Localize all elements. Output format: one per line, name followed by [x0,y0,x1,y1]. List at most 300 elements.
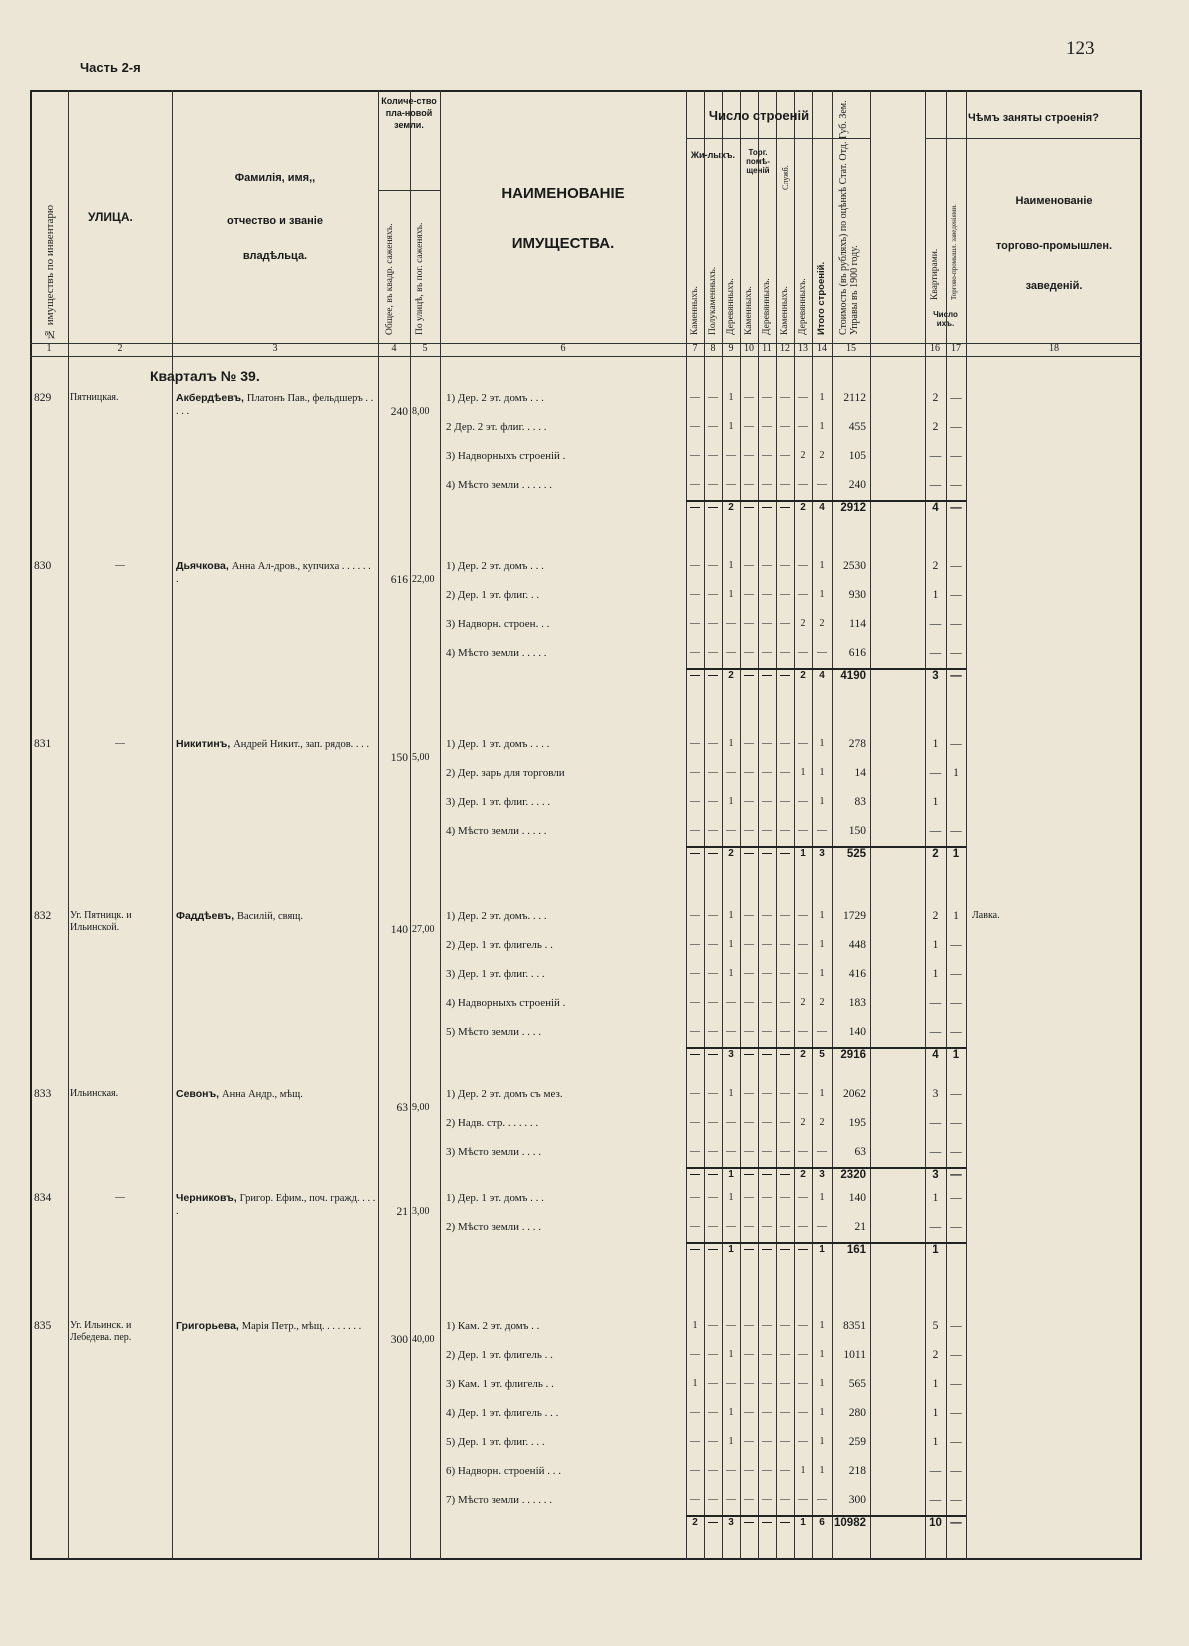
building-count: 1 [692,1320,698,1331]
building-count: — [762,825,772,836]
building-count: — [762,1026,772,1037]
cost: 240 [848,479,866,491]
apartments: — [929,647,942,659]
total-count: — [744,502,754,513]
building-count: — [708,1088,718,1099]
header-c18-a: Наименованіе [1015,195,1093,207]
header-sluzh: Служб. [781,165,790,190]
header-land: Количе-ство пла-новой земли. [381,96,437,130]
building-count: — [708,1407,718,1418]
building-count: — [726,1378,736,1389]
building-count: — [744,1192,754,1203]
building-count: — [798,560,808,571]
header-c15: Стоимость (въ рубляхъ) по оцѣнкѣ Стат. Отд. Губ. Зем. Управы въ 1900 году. [838,100,860,335]
total-count: 1 [800,1517,806,1528]
industrial: — [950,1436,962,1448]
apartments: — [929,1221,942,1233]
apartments: 3 [932,1088,939,1100]
total-count: — [744,1244,754,1255]
building-count: — [744,1378,754,1389]
total-count: 4 [819,502,825,513]
land-area: 616 [390,574,408,586]
property-item: 3) Дер. 1 эт. флиг. . . . [446,968,545,980]
shop-name: Лавка. [972,910,1000,921]
apartments: 1 [932,738,939,750]
apartments: 1 [932,968,939,980]
header-c11: Деревянныхъ. [762,278,772,335]
industrial: — [950,479,962,491]
property-item: 1) Кам. 2 эт. домъ . . [446,1320,540,1332]
building-count: — [744,560,754,571]
total-cost: 10982 [834,1517,866,1529]
building-count: — [744,767,754,778]
building-count: — [726,825,736,836]
building-count: 1 [728,968,734,979]
building-count: — [726,1494,736,1505]
industrial: — [950,1320,962,1332]
building-count: — [744,1494,754,1505]
cost: 280 [848,1407,866,1419]
property-item: 4) Мѣсто земли . . . . . . [446,479,553,491]
building-count: — [708,910,718,921]
cost: 565 [848,1378,866,1390]
total-count: 2 [800,1049,806,1060]
building-count: — [726,450,736,461]
total-cost: 4190 [840,670,866,682]
header-c18-b: торгово-промышлен. [995,240,1113,252]
header-c18-c: заведеній. [1025,280,1083,292]
building-count: 2 [819,997,825,1008]
building-count: — [780,1494,790,1505]
apartments: 1 [932,796,939,808]
property-item: 1) Дер. 2 эт. домъ съ мез. [446,1088,563,1100]
building-count: — [762,796,772,807]
total-count: — [762,1244,772,1255]
building-count: — [744,1407,754,1418]
block-title: Кварталъ № 39. [150,368,260,384]
cost: 218 [848,1465,866,1477]
entry-number: 830 [34,560,52,572]
total-count: 2 [728,670,734,681]
apartments: — [929,1146,942,1158]
header-owner-c: владѣльца. [242,250,308,262]
property-item: 1) Дер. 1 эт. домъ . . . . [446,738,550,750]
building-count: — [780,421,790,432]
building-count: — [726,1221,736,1232]
building-count: 1 [819,560,825,571]
building-count: 1 [819,1378,825,1389]
total-count: — [708,1244,718,1255]
total-industrial: — [950,1169,962,1181]
building-count: — [780,647,790,658]
apartments: 2 [932,421,939,433]
building-count: — [762,910,772,921]
land-area: 63 [396,1102,408,1114]
column-number: 17 [951,343,961,354]
property-item: 2) Дер. зарь для торговли [446,767,565,779]
column-number: 8 [710,343,716,354]
owner-name: Григорьева, Марія Петр., мѣщ. . . . . . . . [176,1320,362,1332]
building-count: — [817,825,827,836]
building-count: — [798,1192,808,1203]
building-count: 1 [819,1320,825,1331]
property-item: 4) Дер. 1 эт. флигель . . . [446,1407,559,1419]
total-count: 1 [728,1169,734,1180]
building-count: — [817,647,827,658]
building-count: — [708,1026,718,1037]
building-count: — [726,1465,736,1476]
building-count: — [762,1407,772,1418]
header-street: УЛИЦА. [88,210,133,224]
building-count: — [780,796,790,807]
industrial: — [950,560,962,572]
building-count: — [744,1465,754,1476]
building-count: — [762,647,772,658]
total-count: — [762,670,772,681]
building-count: — [708,997,718,1008]
building-count: 1 [819,796,825,807]
building-count: — [744,450,754,461]
cost: 455 [848,421,866,433]
building-count: — [780,767,790,778]
cost: 300 [848,1494,866,1506]
header-owner-a: Фамилія, имя,, [234,172,316,184]
building-count: — [798,647,808,658]
header-buildings: Число строеній [708,108,810,123]
building-count: — [708,1436,718,1447]
building-count: — [780,589,790,600]
building-count: — [708,1494,718,1505]
building-count: 1 [728,939,734,950]
building-count: — [690,796,700,807]
building-count: — [690,825,700,836]
column-number: 10 [744,343,754,354]
industrial: — [950,825,962,837]
land-area: 240 [390,406,408,418]
industrial: 1 [953,910,959,922]
column-number: 5 [422,343,428,354]
building-count: — [690,560,700,571]
street-front: 8,00 [412,406,430,417]
cost: 2530 [843,560,866,572]
building-count: — [762,997,772,1008]
total-count: 4 [819,670,825,681]
building-count: — [708,392,718,403]
total-count: 2 [800,502,806,513]
building-count: — [744,392,754,403]
property-item: 2) Дер. 1 эт. флиг. . . [446,589,540,601]
total-count: 2 [800,670,806,681]
industrial: — [950,1192,962,1204]
page-number: 123 [1066,38,1095,59]
cost: 14 [854,767,866,779]
building-count: — [708,1117,718,1128]
building-count: — [780,1349,790,1360]
cost: 183 [848,997,866,1009]
column-number: 9 [728,343,734,354]
apartments: 2 [932,910,939,922]
building-count: — [744,1146,754,1157]
industrial: — [950,968,962,980]
industrial: — [950,997,962,1009]
industrial: — [950,1146,962,1158]
cost: 448 [848,939,866,951]
building-count: — [708,1378,718,1389]
building-count: — [798,825,808,836]
building-count: — [690,1146,700,1157]
building-count: — [690,939,700,950]
property-item: 4) Надворныхъ строеній . [446,997,566,1009]
apartments: 1 [932,1436,939,1448]
building-count: 2 [800,1117,806,1128]
building-count: — [762,1465,772,1476]
building-count: — [690,1407,700,1418]
header-area: Общее, въ квадр. саженяхъ. [385,223,395,335]
street-name: Уг. Пятницк. и Ильинской. [70,910,132,933]
building-count: — [762,392,772,403]
apartments: — [929,1494,942,1506]
entry-number: 835 [34,1320,52,1332]
cost: 2062 [843,1088,866,1100]
total-count: — [708,1517,718,1528]
header-c8: Полукаменныхъ. [708,266,718,335]
building-count: 2 [800,997,806,1008]
industrial: — [950,1465,962,1477]
building-count: — [762,589,772,600]
column-number: 11 [762,343,772,354]
building-count: — [726,1146,736,1157]
street-front: 27,00 [412,924,435,935]
building-count: — [762,560,772,571]
building-count: — [690,968,700,979]
industrial: — [950,421,962,433]
building-count: — [798,479,808,490]
building-count: — [708,479,718,490]
apartments: — [929,1117,942,1129]
header-occupied: Чѣмъ заняты строенія? [968,112,1099,124]
building-count: — [726,1320,736,1331]
cost: 105 [848,450,866,462]
building-count: — [762,1436,772,1447]
building-count: 1 [800,767,806,778]
total-count: — [798,1244,808,1255]
building-count: — [708,968,718,979]
building-count: — [780,738,790,749]
total-industrial: — [950,502,962,514]
building-count: 1 [800,1465,806,1476]
apartments: — [929,479,942,491]
building-count: 1 [819,910,825,921]
building-count: — [744,1026,754,1037]
total-apartments: 4 [932,1049,939,1061]
building-count: — [798,1378,808,1389]
total-industrial: — [950,1517,962,1529]
building-count: — [708,1146,718,1157]
building-count: — [690,421,700,432]
total-count: — [708,1049,718,1060]
street-name: Ильинская. [70,1088,119,1099]
building-count: — [780,825,790,836]
header-c9: Деревянныхъ. [726,278,736,335]
building-count: — [708,450,718,461]
building-count: — [744,589,754,600]
total-count: — [690,1169,700,1180]
header-c10: Каменныхъ. [744,286,754,335]
building-count: 1 [819,1088,825,1099]
table-frame [30,90,1142,1560]
owner-name: Дьячкова, Анна Ал-дров., купчиха . . . . . . . [176,560,371,585]
building-count: — [690,589,700,600]
building-count: — [708,560,718,571]
industrial: — [950,1494,962,1506]
column-number: 16 [930,343,940,354]
building-count: — [798,392,808,403]
building-count: — [744,647,754,658]
building-count: — [690,450,700,461]
header-c17: Торгово-промышл. заведеніями. [950,204,958,300]
building-count: — [744,421,754,432]
street-name: Пятницкая. [70,392,119,403]
total-count: 3 [819,1169,825,1180]
building-count: — [762,1146,772,1157]
total-apartments: 10 [929,1517,942,1529]
total-count: — [708,1169,718,1180]
building-count: — [762,479,772,490]
industrial: — [950,939,962,951]
building-count: 1 [819,738,825,749]
building-count: 1 [728,392,734,403]
building-count: — [726,997,736,1008]
building-count: — [708,1349,718,1360]
apartments: — [929,618,942,630]
building-count: — [744,997,754,1008]
total-count: — [780,670,790,681]
total-count: — [744,670,754,681]
building-count: — [780,910,790,921]
total-cost: 2916 [840,1049,866,1061]
building-count: — [817,1494,827,1505]
building-count: — [762,1088,772,1099]
apartments: — [929,1465,942,1477]
building-count: — [726,767,736,778]
industrial: — [950,618,962,630]
building-count: 1 [728,1436,734,1447]
building-count: — [708,796,718,807]
total-count: — [762,1049,772,1060]
building-count: — [762,1192,772,1203]
industrial: — [950,450,962,462]
building-count: — [744,618,754,629]
header-c7: Каменныхъ. [690,286,700,335]
total-apartments: 3 [932,670,939,682]
building-count: — [762,1221,772,1232]
street-front: 9,00 [412,1102,430,1113]
building-count: — [708,767,718,778]
total-count: 3 [728,1049,734,1060]
building-count: — [762,618,772,629]
building-count: — [690,1088,700,1099]
property-item: 3) Мѣсто земли . . . . [446,1146,542,1158]
street-front: 3,00 [412,1206,430,1217]
total-count: — [744,1517,754,1528]
building-count: — [708,1320,718,1331]
property-item: 4) Мѣсто земли . . . . . [446,825,547,837]
building-count: 1 [728,1192,734,1203]
owner-name: Севонъ, Анна Андр., мѣщ. [176,1088,303,1100]
total-count: — [780,1169,790,1180]
building-count: — [744,1117,754,1128]
column-number: 14 [817,343,827,354]
building-count: 1 [728,589,734,600]
column-number: 18 [1049,343,1059,354]
building-count: — [817,1146,827,1157]
building-count: 1 [819,1436,825,1447]
total-count: — [690,1049,700,1060]
industrial: 1 [953,767,959,779]
property-item: 3) Кам. 1 эт. флигель . . [446,1378,554,1390]
building-count: — [780,968,790,979]
total-count: — [690,1244,700,1255]
header-property-b: ИМУЩЕСТВА. [511,235,615,252]
column-number: 2 [117,343,123,354]
header-owner-b: отчество и званіе [227,215,323,227]
total-count: — [690,848,700,859]
column-number: 12 [780,343,790,354]
building-count: 2 [800,450,806,461]
building-count: — [690,1117,700,1128]
building-count: — [780,450,790,461]
building-count: — [780,1378,790,1389]
building-count: 1 [819,968,825,979]
total-count: — [762,848,772,859]
building-count: — [708,738,718,749]
cost: 83 [854,796,866,808]
land-area: 150 [390,752,408,764]
building-count: — [690,392,700,403]
property-item: 1) Дер. 1 эт. домъ . . . [446,1192,544,1204]
column-number: 7 [692,343,698,354]
building-count: 1 [819,939,825,950]
building-count: — [798,1436,808,1447]
building-count: 1 [692,1378,698,1389]
header-property-a: НАИМЕНОВАНІЕ [501,185,625,202]
building-count: — [690,910,700,921]
building-count: — [762,1349,772,1360]
building-count: — [762,738,772,749]
building-count: — [798,421,808,432]
building-count: — [744,1436,754,1447]
total-count: — [744,1049,754,1060]
total-count: — [780,848,790,859]
property-item: 7) Мѣсто земли . . . . . . [446,1494,553,1506]
building-count: — [780,1088,790,1099]
total-count: 3 [819,848,825,859]
total-count: — [780,502,790,513]
total-cost: 525 [846,848,866,860]
land-area: 21 [396,1206,408,1218]
land-area: 300 [390,1334,408,1346]
apartments: 1 [932,939,939,951]
street-front: 40,00 [412,1334,435,1345]
street-name: Уг. Ильинск. и Лебедева. пер. [70,1320,132,1343]
apartments: 1 [932,1378,939,1390]
building-count: — [780,1436,790,1447]
total-count: — [762,502,772,513]
total-count: 1 [819,1244,825,1255]
street-name: — [115,560,125,571]
property-item: 5) Мѣсто земли . . . . [446,1026,542,1038]
cost: 140 [848,1192,866,1204]
